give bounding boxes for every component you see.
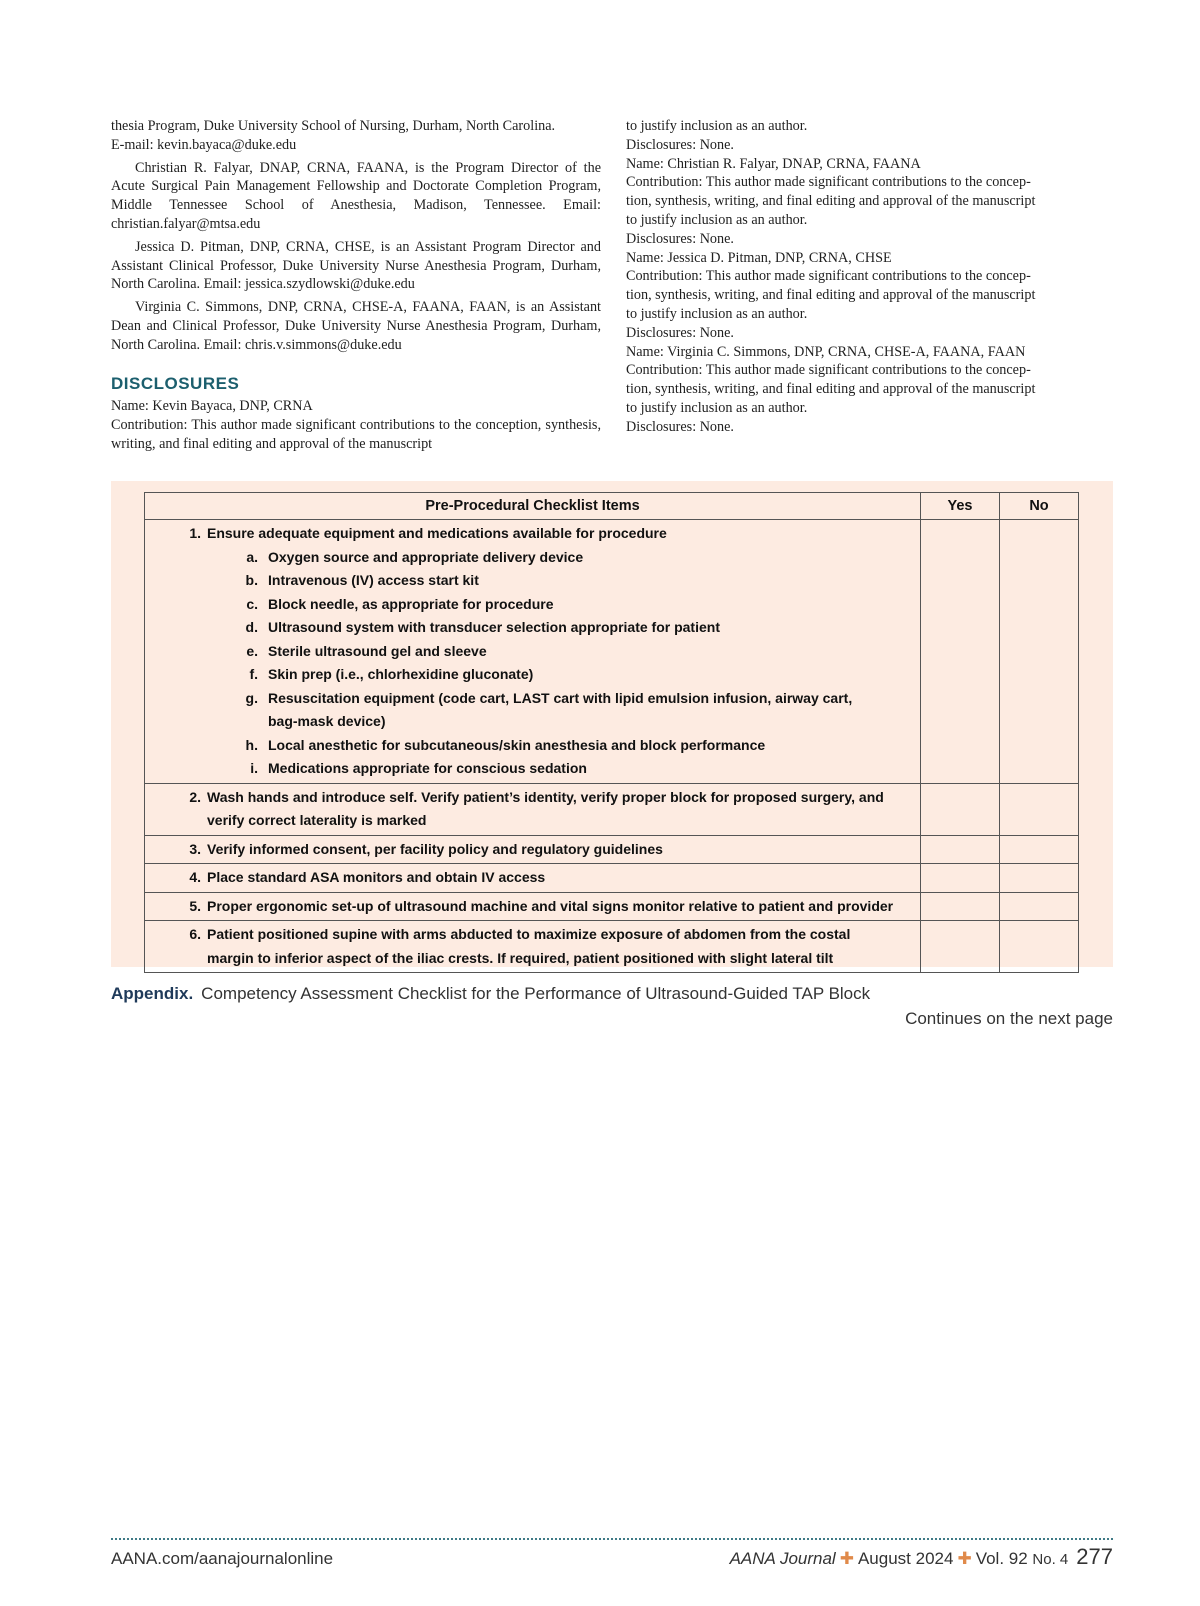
disclosures-heading: DISCLOSURES (111, 373, 240, 393)
step-1-cell (145, 520, 921, 784)
text-line: to justify inclusion as an author. (626, 399, 808, 416)
text-line: Contribution: This author made significant contributions to the concep- (626, 268, 1031, 285)
sub-label: b. (245, 572, 258, 588)
volume: Vol. 92 (975, 1549, 1028, 1568)
text-line: to justify inclusion as an author. (626, 305, 808, 322)
step-text: Place standard ASA monitors and obtain IV access (207, 869, 546, 885)
journal-name: AANA Journal (729, 1549, 836, 1568)
author-bio-pitman: Jessica D. Pitman, DNP, CRNA, CHSE, is an Assistant Program Director and Assistant Clinical Professor, Duke University Nurse Anesthesia Program, Durham, North Carolina. Email: jessica.szydlowski@duke.edu (111, 238, 601, 293)
text-line: tion, synthesis, writing, and final editing and approval of the manuscript (626, 381, 1036, 398)
caption-text: Competency Assessment Checklist for the Performance of Ultrasound-Guided TAP Block (201, 984, 871, 1003)
sub-item (145, 546, 914, 570)
sub-label: a. (246, 548, 258, 565)
author-bio-simmons: Virginia C. Simmons, DNP, CRNA, CHSE-A, FAANA, FAAN, is an Assistant Dean and Clinical Professor, Duke University Nurse Anesthesia Program, Durham, North Carolina. Email: chris.v.simmons@duke.edu (111, 299, 601, 353)
yes-checkbox-cell[interactable] (921, 520, 1000, 784)
footer-divider (111, 1538, 1113, 1540)
no-checkbox-cell[interactable] (1000, 520, 1079, 784)
sub-item (145, 616, 914, 640)
sub-text: Block needle, as appropriate for procedure (268, 595, 554, 612)
step-5 (145, 895, 914, 919)
figure-caption (111, 984, 870, 1004)
header-items: Pre-Procedural Checklist Items (145, 493, 921, 520)
step-text: Wash hands and introduce self. Verify patient’s identity, verify proper block for proposed surgery, and verify correct laterality is marked (207, 788, 884, 828)
author-bio-bayaca: thesia Program, Duke University School of Nursing, Durham, North Carolina. E-mail: kevin.bayaca@duke.edu (111, 118, 556, 153)
text-line: Disclosures: None. (626, 230, 734, 247)
cross-icon: ✚ (957, 1549, 972, 1568)
sub-text: Ultrasound system with transducer selection appropriate for patient (268, 619, 720, 635)
step-1 (145, 522, 914, 546)
step-number: 5. (189, 897, 201, 914)
sub-text: Resuscitation equipment (code cart, LAST cart with lipid emulsion infusion, airway cart, bag-mask device) (268, 689, 853, 729)
text-line: tion, synthesis, writing, and final editing and approval of the manuscript (626, 287, 1036, 304)
step-text: Ensure adequate equipment and medications available for procedure (207, 525, 667, 541)
sub-item (145, 687, 914, 734)
sub-label: g. (245, 689, 258, 706)
text-line: Contribution: This author made significant contributions to the concep- (626, 174, 1031, 191)
step-4 (145, 866, 914, 890)
table-header-row (145, 493, 1079, 520)
journal-info (730, 1544, 1113, 1570)
author-bio-falyar: Christian R. Falyar, DNAP, CRNA, FAANA, is the Program Director of the Acute Surgical Pain Management Fellowship and Doctorate Completion Program, Middle Tennessee School of Anesthesia, Madison, Tennessee. Email: christian.falyar@mtsa.edu (111, 159, 601, 232)
yes-checkbox-cell[interactable] (921, 864, 1000, 893)
no-checkbox-cell[interactable] (1000, 921, 1079, 973)
continues-note: Continues on the next page (905, 1009, 1113, 1028)
cross-icon: ✚ (839, 1549, 854, 1568)
checklist-table (144, 492, 1079, 973)
table-row (145, 892, 1079, 921)
sub-item (145, 569, 914, 593)
text-line: Contribution: This author made significant contributions to the concep- (626, 362, 1031, 379)
table-row (145, 783, 1079, 835)
table-row (145, 921, 1079, 973)
text-line: Name: Christian R. Falyar, DNAP, CRNA, FAANA (626, 155, 921, 172)
no-checkbox-cell[interactable] (1000, 892, 1079, 921)
no-checkbox-cell[interactable] (1000, 864, 1079, 893)
step-number: 4. (189, 869, 201, 885)
left-column (111, 117, 601, 454)
sub-label: h. (245, 736, 258, 753)
yes-checkbox-cell[interactable] (921, 892, 1000, 921)
text-line: tion, synthesis, writing, and final editing and approval of the manuscript (626, 193, 1036, 210)
sub-text: Local anesthetic for subcutaneous/skin anesthesia and block performance (268, 736, 766, 753)
sub-item (145, 593, 914, 617)
text-line: Disclosures: None. (626, 418, 734, 435)
step-text: Proper ergonomic set-up of ultrasound machine and vital signs monitor relative to patient and provider (207, 897, 894, 914)
text-line: Name: Virginia C. Simmons, DNP, CRNA, CHSE-A, FAANA, FAAN (626, 343, 1026, 360)
right-column (626, 117, 1116, 437)
sub-text: Skin prep (i.e., chlorhexidine gluconate) (268, 666, 534, 682)
disclosure-contribution: Contribution: This author made significant contributions to the conception, synthesis, writing, and final editing and approval of the manuscript (111, 417, 601, 452)
sub-label: d. (245, 619, 258, 635)
page-number: 277 (1076, 1544, 1113, 1569)
table-row (145, 520, 1079, 784)
text-line: to justify inclusion as an author. (626, 118, 808, 134)
page-footer (111, 1544, 1113, 1570)
step-6 (145, 923, 914, 970)
sub-item (145, 734, 914, 758)
sub-label: e. (246, 642, 258, 659)
step-2 (145, 786, 914, 833)
no-checkbox-cell[interactable] (1000, 835, 1079, 864)
yes-checkbox-cell[interactable] (921, 835, 1000, 864)
text-line: to justify inclusion as an author. (626, 211, 808, 228)
sub-label: c. (246, 595, 258, 612)
sub-text: Sterile ultrasound gel and sleeve (268, 642, 487, 659)
sub-label: i. (250, 760, 258, 776)
sub-text: Medications appropriate for conscious sedation (268, 760, 587, 776)
caption-label: Appendix. (111, 984, 194, 1003)
text-line: Name: Jessica D. Pitman, DNP, CRNA, CHSE (626, 249, 892, 266)
text-line: Disclosures: None. (626, 136, 734, 153)
yes-checkbox-cell[interactable] (921, 921, 1000, 973)
step-number: 1. (189, 525, 201, 541)
table-row (145, 835, 1079, 864)
sub-label: f. (249, 666, 258, 682)
disclosure-name: Name: Kevin Bayaca, DNP, CRNA (111, 398, 313, 415)
table-row (145, 864, 1079, 893)
yes-checkbox-cell[interactable] (921, 783, 1000, 835)
step-number: 3. (189, 840, 201, 857)
checklist-figure (111, 481, 1113, 967)
sub-text: Intravenous (IV) access start kit (268, 572, 479, 588)
header-yes: Yes (921, 493, 1000, 520)
step-text: Verify informed consent, per facility policy and regulatory guidelines (207, 840, 663, 857)
step-3 (145, 838, 914, 862)
step-number: 2. (189, 788, 201, 805)
sub-item (145, 757, 914, 781)
text-line: Disclosures: None. (626, 324, 734, 341)
no-checkbox-cell[interactable] (1000, 783, 1079, 835)
sub-text: Oxygen source and appropriate delivery device (268, 548, 584, 565)
step-number: 6. (189, 926, 201, 942)
step-text: Patient positioned supine with arms abducted to maximize exposure of abdomen from the costal margin to inferior aspect of the iliac crests. If required, patient positioned with slight lateral tilt (207, 926, 851, 966)
issue-number: No. 4 (1032, 1551, 1069, 1568)
sub-item (145, 663, 914, 687)
sub-item (145, 640, 914, 664)
issue-date: August 2024 (857, 1549, 954, 1568)
journal-website-link[interactable]: AANA.com/aanajournalonline (111, 1549, 334, 1568)
header-no: No (1000, 493, 1079, 520)
